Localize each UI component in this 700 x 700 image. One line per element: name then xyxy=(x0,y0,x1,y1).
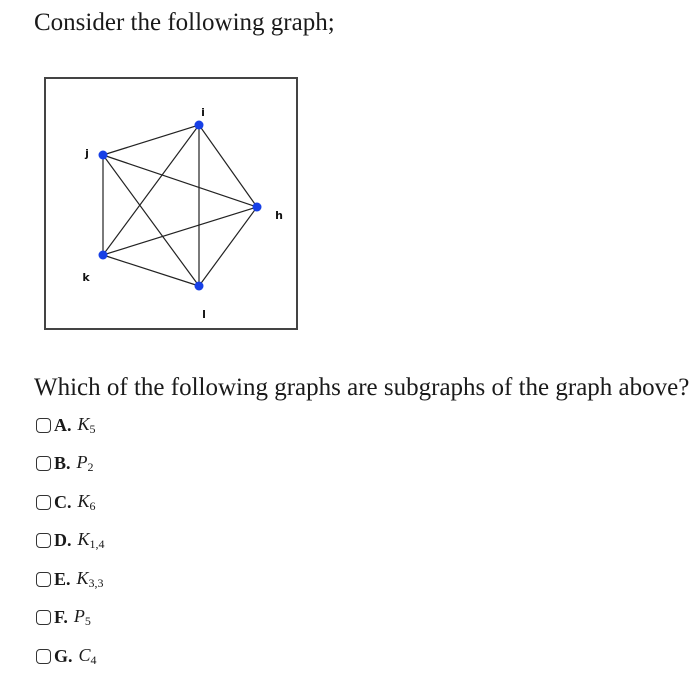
option-math xyxy=(78,491,96,514)
graph-canvas xyxy=(46,79,296,328)
checkbox[interactable] xyxy=(36,495,51,510)
option-letter: G. xyxy=(54,645,73,666)
option-subscript: 6 xyxy=(89,498,96,513)
option-base: K xyxy=(76,567,89,588)
option-subscript: 5 xyxy=(84,614,91,629)
option-letter: F. xyxy=(54,607,68,628)
option-base: C xyxy=(78,644,91,665)
option-letter: C. xyxy=(54,491,72,512)
option-e[interactable] xyxy=(36,560,105,599)
edge-l-k xyxy=(103,255,199,286)
vertex-j xyxy=(99,151,108,160)
option-b[interactable] xyxy=(36,445,105,484)
checkbox[interactable] xyxy=(36,456,51,471)
option-a[interactable] xyxy=(36,406,105,445)
edge-l-j xyxy=(103,155,199,286)
vertex-l xyxy=(195,282,204,291)
answer-options xyxy=(36,406,105,676)
checkbox[interactable] xyxy=(36,610,51,625)
option-letter: D. xyxy=(54,530,72,551)
option-subscript: 1,4 xyxy=(89,537,105,552)
option-subscript: 3,3 xyxy=(88,575,104,590)
edge-h-k xyxy=(103,207,257,255)
option-math xyxy=(79,645,97,668)
vertex-label-i: i xyxy=(201,106,205,119)
vertex-h xyxy=(253,203,262,212)
vertex-label-l: l xyxy=(202,308,206,321)
vertex-label-k: k xyxy=(82,271,90,284)
vertex-label-j: j xyxy=(85,147,89,160)
option-base: K xyxy=(77,490,90,511)
option-f[interactable] xyxy=(36,599,105,638)
question-text: Which of the following graphs are subgraphs of the graph above? xyxy=(34,374,690,401)
graph-figure xyxy=(44,77,298,330)
option-letter: E. xyxy=(54,568,71,589)
option-letter: A. xyxy=(54,414,72,435)
option-base: K xyxy=(77,413,90,434)
option-math xyxy=(78,414,96,437)
option-subscript: 4 xyxy=(90,652,97,667)
option-letter: B. xyxy=(54,453,71,474)
edge-h-j xyxy=(103,155,257,207)
option-subscript: 5 xyxy=(89,421,96,436)
edge-i-j xyxy=(103,125,199,155)
checkbox[interactable] xyxy=(36,572,51,587)
option-subscript: 2 xyxy=(87,460,94,475)
option-base: P xyxy=(73,606,85,627)
option-g[interactable] xyxy=(36,637,105,676)
option-math xyxy=(78,529,105,552)
vertex-i xyxy=(195,121,204,130)
checkbox[interactable] xyxy=(36,533,51,548)
option-math xyxy=(77,568,104,591)
prompt-text: Consider the following graph; xyxy=(34,9,335,36)
option-base: P xyxy=(76,452,88,473)
option-base: K xyxy=(77,529,90,550)
checkbox[interactable] xyxy=(36,649,51,664)
edge-h-l xyxy=(199,207,257,286)
option-math xyxy=(77,452,94,475)
option-c[interactable] xyxy=(36,483,105,522)
vertex-k xyxy=(99,251,108,260)
option-d[interactable] xyxy=(36,522,105,561)
edge-i-k xyxy=(103,125,199,255)
edge-i-h xyxy=(199,125,257,207)
option-math xyxy=(74,606,91,629)
checkbox[interactable] xyxy=(36,418,51,433)
vertex-label-h: h xyxy=(275,209,283,222)
